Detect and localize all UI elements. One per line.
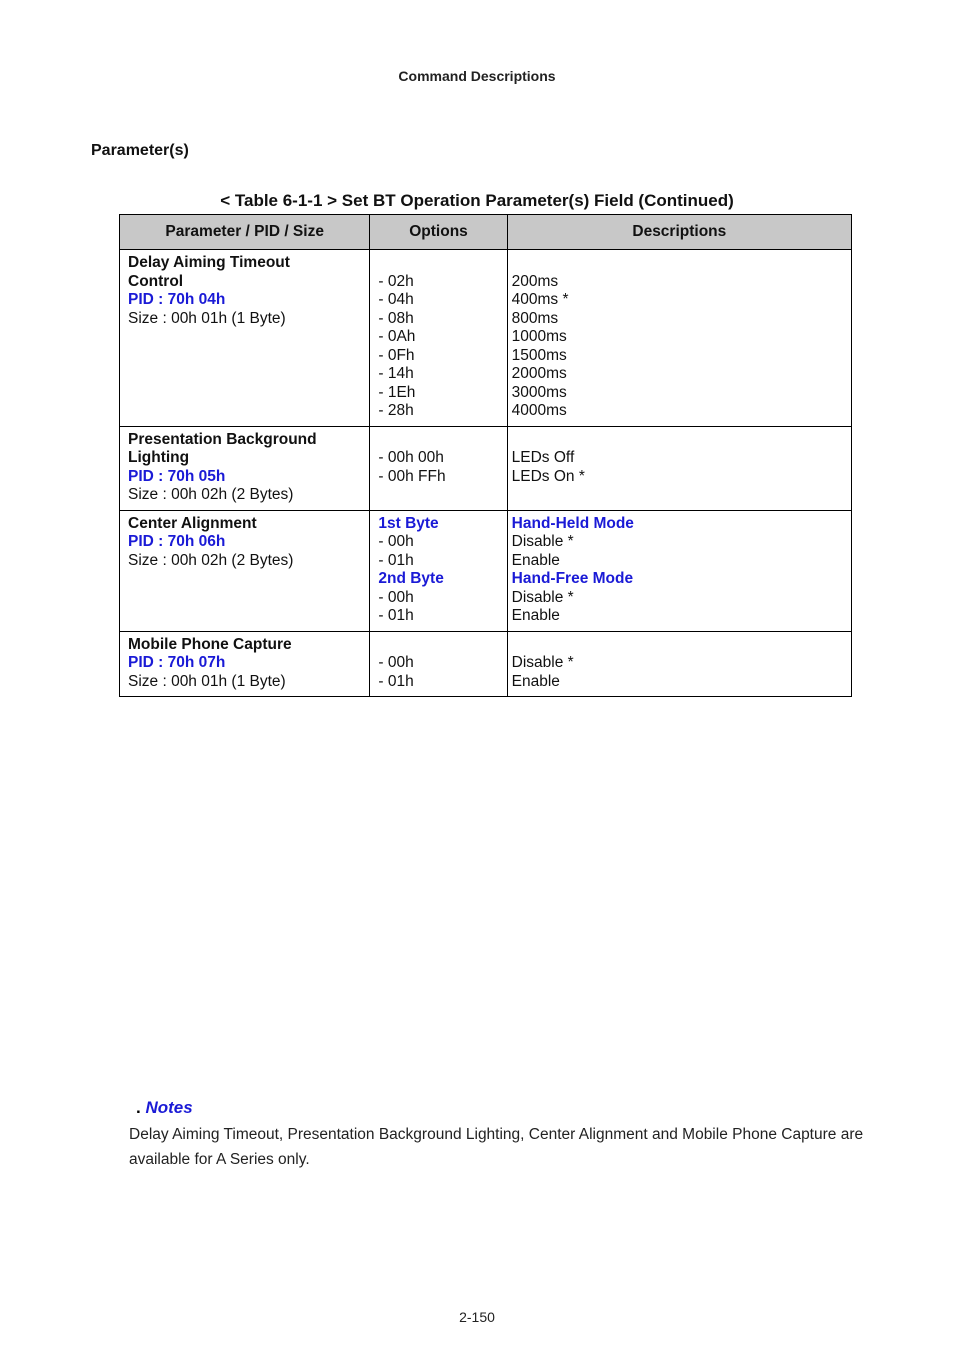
table-caption: < Table 6-1-1 > Set BT Operation Parameter(s) Field (Continued) [220,191,734,210]
options-line [378,254,502,273]
descriptions-line: Enable [511,607,560,624]
options-line: - 08h [378,309,414,327]
options-line: - 01h [378,551,414,569]
options-cell [370,426,507,510]
parameter-cell [120,250,370,427]
descriptions-line: 1000ms [511,328,567,345]
parameter-line: Mobile Phone Capture [128,635,292,653]
options-line: 2nd Byte [378,570,444,587]
parameter-line: PID : 70h 06h [128,533,226,550]
descriptions-cell [507,250,851,427]
descriptions-line: Hand-Free Mode [511,570,634,587]
options-line: - 00h 00h [378,449,444,466]
options-line: - 0Fh [378,346,415,364]
table-header-row [120,215,852,250]
options-cell [370,510,507,631]
parameter-line: Delay Aiming Timeout [128,254,290,271]
descriptions-line: Enable [511,672,560,690]
options-line [378,431,502,450]
parameter-line: Center Alignment [128,514,257,532]
descriptions-line: 4000ms [511,402,567,419]
parameter-line: PID : 70h 07h [128,654,226,671]
options-line: - 1Eh [378,383,416,401]
descriptions-line: LEDs On * [511,467,585,485]
parameter-line: Size : 00h 01h (1 Byte) [128,309,286,327]
descriptions-line: Enable [511,551,560,569]
descriptions-line: 400ms * [511,291,569,308]
options-line [378,636,502,655]
descriptions-cell [507,510,851,631]
descriptions-line: 200ms [511,272,559,290]
options-cell [370,631,507,697]
table-row [120,426,852,510]
options-line: - 00h [378,654,414,671]
table-row [120,510,852,631]
descriptions-line: 800ms [511,309,559,327]
table-row [120,250,852,427]
notes-body: Delay Aiming Timeout, Presentation Background Lighting, Center Alignment and Mobile Phone Capture are available for A Series only. [129,1126,864,1168]
column-header-parameter: Parameter / PID / Size [120,215,370,250]
descriptions-cell [507,631,851,697]
parameter-line: PID : 70h 04h [128,291,226,308]
parameters-table [119,214,852,697]
options-line: - 28h [378,402,414,419]
options-line: - 00h FFh [378,467,446,485]
parameter-line: Size : 00h 02h (2 Bytes) [128,551,294,569]
parameter-cell [120,426,370,510]
options-cell [370,250,507,427]
parameter-cell [120,631,370,697]
descriptions-line [512,431,847,450]
parameter-line: Control [128,272,184,290]
options-line: - 01h [378,672,414,690]
descriptions-line: Disable * [511,588,574,606]
parameter-line: Presentation Background [128,430,317,448]
notes-bullet: . [136,1098,141,1117]
table-body [120,250,852,697]
descriptions-line: 1500ms [511,346,567,364]
options-line: - 01h [378,607,414,624]
notes-heading [136,1098,193,1118]
parameter-line: PID : 70h 05h [128,467,226,485]
options-line: - 00h [378,588,414,606]
table-row [120,631,852,697]
parameter-line: Size : 00h 02h (2 Bytes) [128,486,294,503]
descriptions-line: Disable * [511,533,574,550]
page-number: 2-150 [459,1309,495,1325]
descriptions-cell [507,426,851,510]
column-header-options: Options [370,215,507,250]
descriptions-line: Hand-Held Mode [511,514,634,532]
descriptions-line: 3000ms [511,383,567,401]
options-line: - 14h [378,365,414,382]
descriptions-line: 2000ms [511,365,567,382]
descriptions-line: Disable * [511,654,574,671]
options-line: - 04h [378,291,414,308]
descriptions-line: LEDs Off [511,449,575,466]
parameter-line: Lighting [128,449,190,466]
options-line: - 02h [378,272,414,290]
options-line: - 00h [378,533,414,550]
descriptions-line [512,636,847,655]
options-line: - 0Ah [378,328,416,345]
notes-title: Notes [145,1098,193,1117]
parameter-cell [120,510,370,631]
section-title: Parameter(s) [91,142,189,159]
options-line: 1st Byte [378,514,439,532]
column-header-descriptions: Descriptions [507,215,851,250]
page-header: Command Descriptions [398,68,556,84]
descriptions-line [512,254,847,273]
parameter-line: Size : 00h 01h (1 Byte) [128,672,286,690]
